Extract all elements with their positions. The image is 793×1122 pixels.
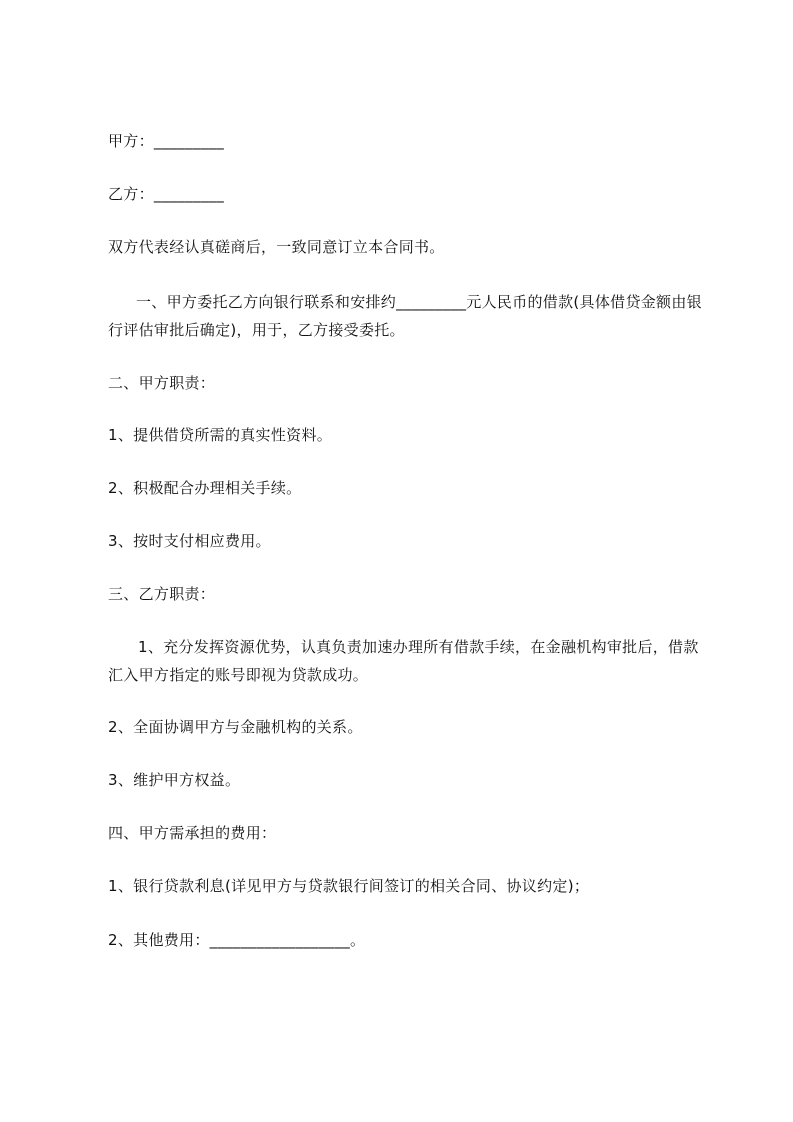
section-3-item-1: 1、充分发挥资源优势，认真负责加速办理所有借款手续，在金融机构审批后，借款汇入甲方指定的账号即视为贷款成功。 bbox=[108, 638, 699, 684]
section-2-item-2: 2、积极配合办理相关手续。 bbox=[108, 479, 302, 497]
section-3-heading: 三、乙方职责： bbox=[108, 585, 216, 603]
section-2-heading: 二、甲方职责： bbox=[108, 374, 216, 392]
section-3-item-2: 2、全面协调甲方与金融机构的关系。 bbox=[108, 718, 363, 736]
intro-paragraph: 双方代表经认真磋商后，一致同意订立本合同书。 bbox=[108, 238, 445, 256]
section-4-heading: 四、甲方需承担的费用： bbox=[108, 824, 277, 842]
party-b-line: 乙方：_________ bbox=[108, 185, 225, 203]
section-3-item-3: 3、维护甲方权益。 bbox=[108, 771, 241, 789]
section-4-item-2: 2、其他费用：__________________。 bbox=[108, 931, 366, 949]
section-2-item-1: 1、提供借贷所需的真实性资料。 bbox=[108, 426, 333, 444]
party-a-line: 甲方：_________ bbox=[108, 132, 225, 150]
section-4-item-1: 1、银行贷款利息(详见甲方与贷款银行间签订的相关合同、协议约定)； bbox=[108, 877, 590, 895]
section-2-item-3: 3、按时支付相应费用。 bbox=[108, 532, 271, 550]
section-1-paragraph: 一、甲方委托乙方向银行联系和安排约_________元人民币的借款(具体借贷金额由银行评估审批后确定)，用于，乙方接受委托。 bbox=[108, 293, 702, 339]
